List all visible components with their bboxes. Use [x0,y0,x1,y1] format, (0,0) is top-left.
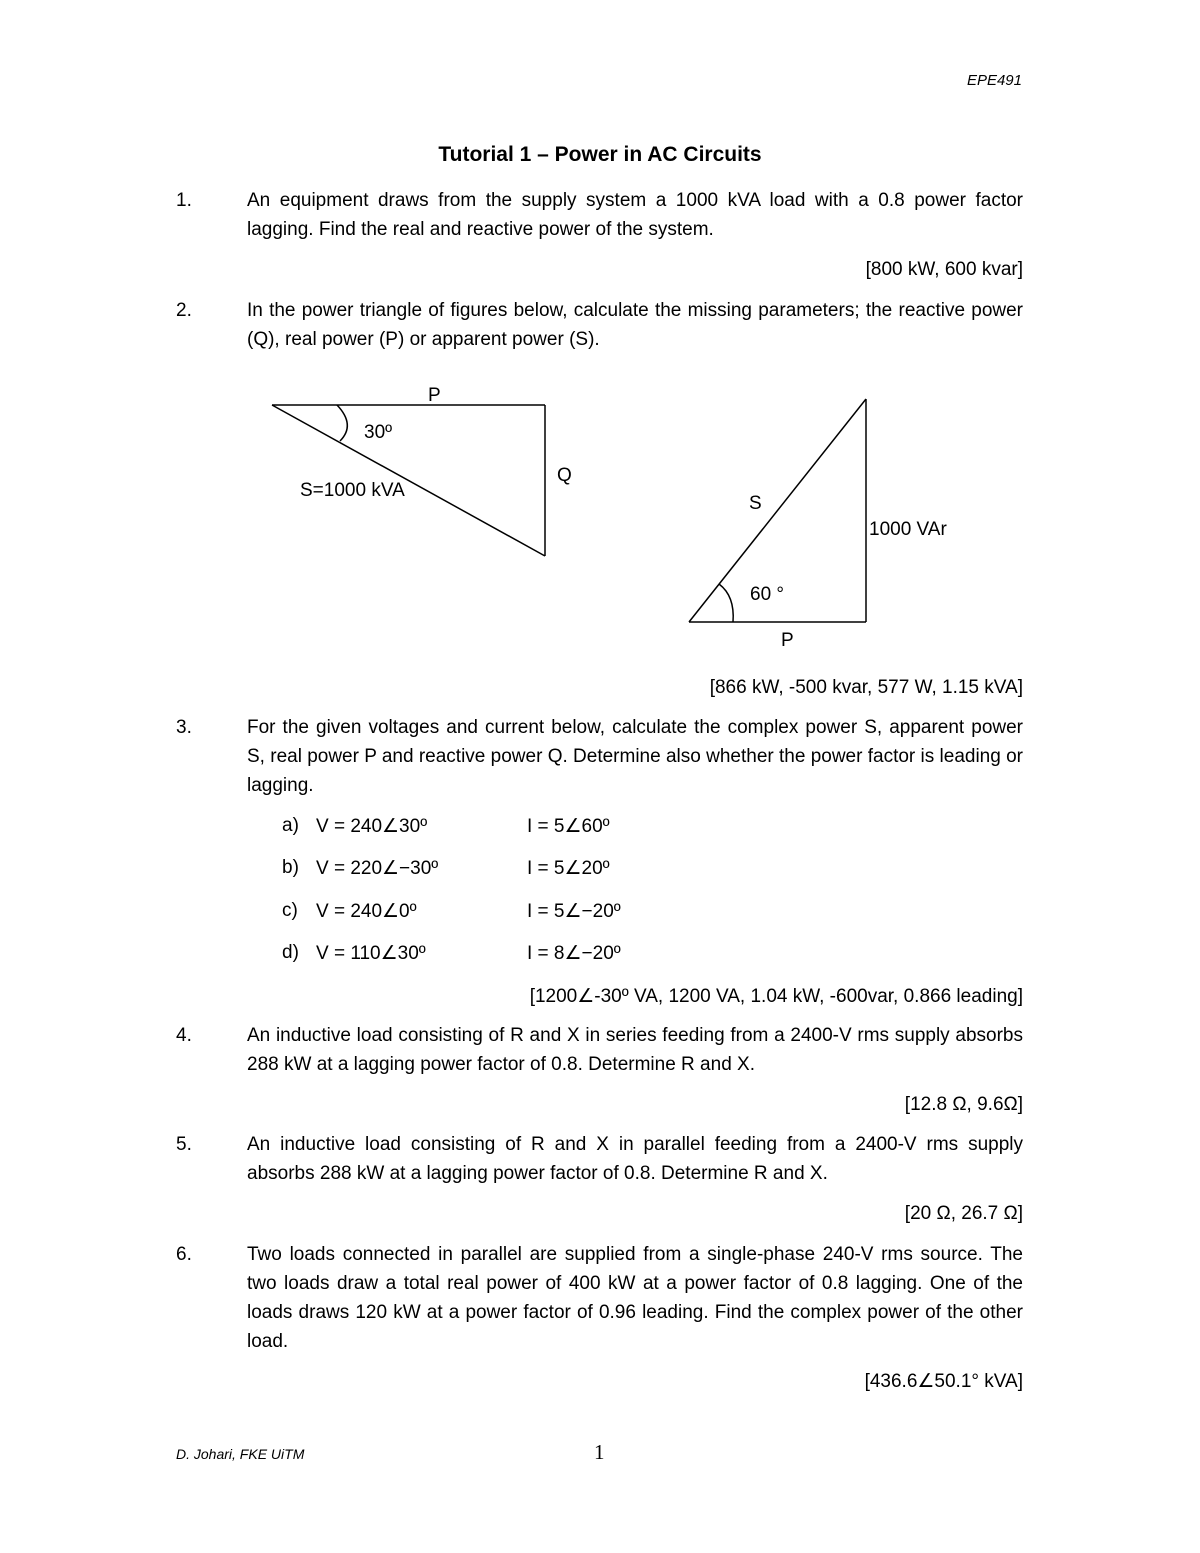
q3-item-label: d) [282,942,299,963]
triangle1-p-label: P [428,385,441,406]
angle-arc [337,405,347,441]
question-3-number: 3. [176,717,192,738]
page-number: 1 [594,1440,605,1464]
power-triangle-2 [689,399,947,651]
question-2-answer: [866 kW, -500 kvar, 577 W, 1.15 kVA] [709,677,1023,698]
q3-item-current: I = 8∠−20º [527,943,621,964]
power-triangle-figures [0,0,1200,700]
q3-item-label: a) [282,815,299,836]
question-1-text: An equipment draws from the supply system a 1000 kVA load with a 0.8 power factor lagging. Find the real and reactive power of the system. [247,190,1023,240]
question-4-answer: [12.8 Ω, 9.6Ω] [904,1094,1023,1115]
q3-item-a [0,815,1200,841]
question-6-text: Two loads connected in parallel are supplied from a single-phase 240-V rms source. The two loads draw a total real power of 400 kW at a power factor of 0.8 lagging. One of the loads draws 120 kW at a power factor of 0.96 leading. Find the complex power of the other load. [247,1244,1023,1352]
question-6-number: 6. [176,1244,192,1265]
triangle2-s-label: S [749,493,762,514]
triangle2-p-label: P [781,630,794,651]
q3-item-b [0,857,1200,883]
question-5-answer: [20 Ω, 26.7 Ω] [904,1203,1023,1224]
q3-item-voltage: V = 240∠30º [316,816,428,837]
q3-item-label: b) [282,857,299,878]
q3-item-current: I = 5∠60º [527,816,610,837]
q3-item-c [0,900,1200,926]
q3-item-label: c) [282,900,298,921]
question-4-number: 4. [176,1025,192,1046]
q3-item-voltage: V = 240∠0º [316,901,417,922]
triangle2-q-label: 1000 VAr [869,519,947,540]
question-1-answer: [800 kW, 600 kvar] [865,259,1023,280]
question-4-text: An inductive load consisting of R and X in series feeding from a 2400-V rms supply absorbs 288 kW at a lagging power factor of 0.8. Determine R and X. [247,1025,1023,1075]
q3-item-current: I = 5∠−20º [527,901,621,922]
question-3-answer: [1200∠-30º VA, 1200 VA, 1.04 kW, -600var, 0.866 leading] [529,986,1023,1007]
question-2-text: In the power triangle of figures below, calculate the missing parameters; the reactive power (Q), real power (P) or apparent power (S). [247,300,1023,350]
page-title: Tutorial 1 – Power in AC Circuits [438,143,762,166]
course-code: EPE491 [966,72,1022,89]
question-3-text: For the given voltages and current below, calculate the complex power S, apparent power S, real power P and reactive power Q. Determine also whether the power factor is leading or lagging. [247,717,1023,796]
triangle1-q-label: Q [557,465,572,486]
triangle1-s-label: S=1000 kVA [300,480,405,501]
triangle1-angle-label: 30º [364,422,393,443]
question-2-number: 2. [176,300,192,321]
power-triangle-1 [272,385,572,556]
q3-item-voltage: V = 110∠30º [316,943,426,964]
q3-item-d [0,942,1200,968]
triangle2-angle-label: 60 ° [750,584,785,605]
angle-arc [719,584,733,622]
question-5-number: 5. [176,1134,192,1155]
q3-item-voltage: V = 220∠−30º [316,858,439,879]
question-1-number: 1. [176,190,192,211]
q3-item-current: I = 5∠20º [527,858,610,879]
footer-author: D. Johari, FKE UiTM [176,1446,305,1462]
question-6-answer: [436.6∠50.1° kVA] [864,1371,1023,1392]
question-5-text: An inductive load consisting of R and X in parallel feeding from a 2400-V rms supply absorbs 288 kW at a lagging power factor of 0.8. Determine R and X. [247,1134,1023,1184]
